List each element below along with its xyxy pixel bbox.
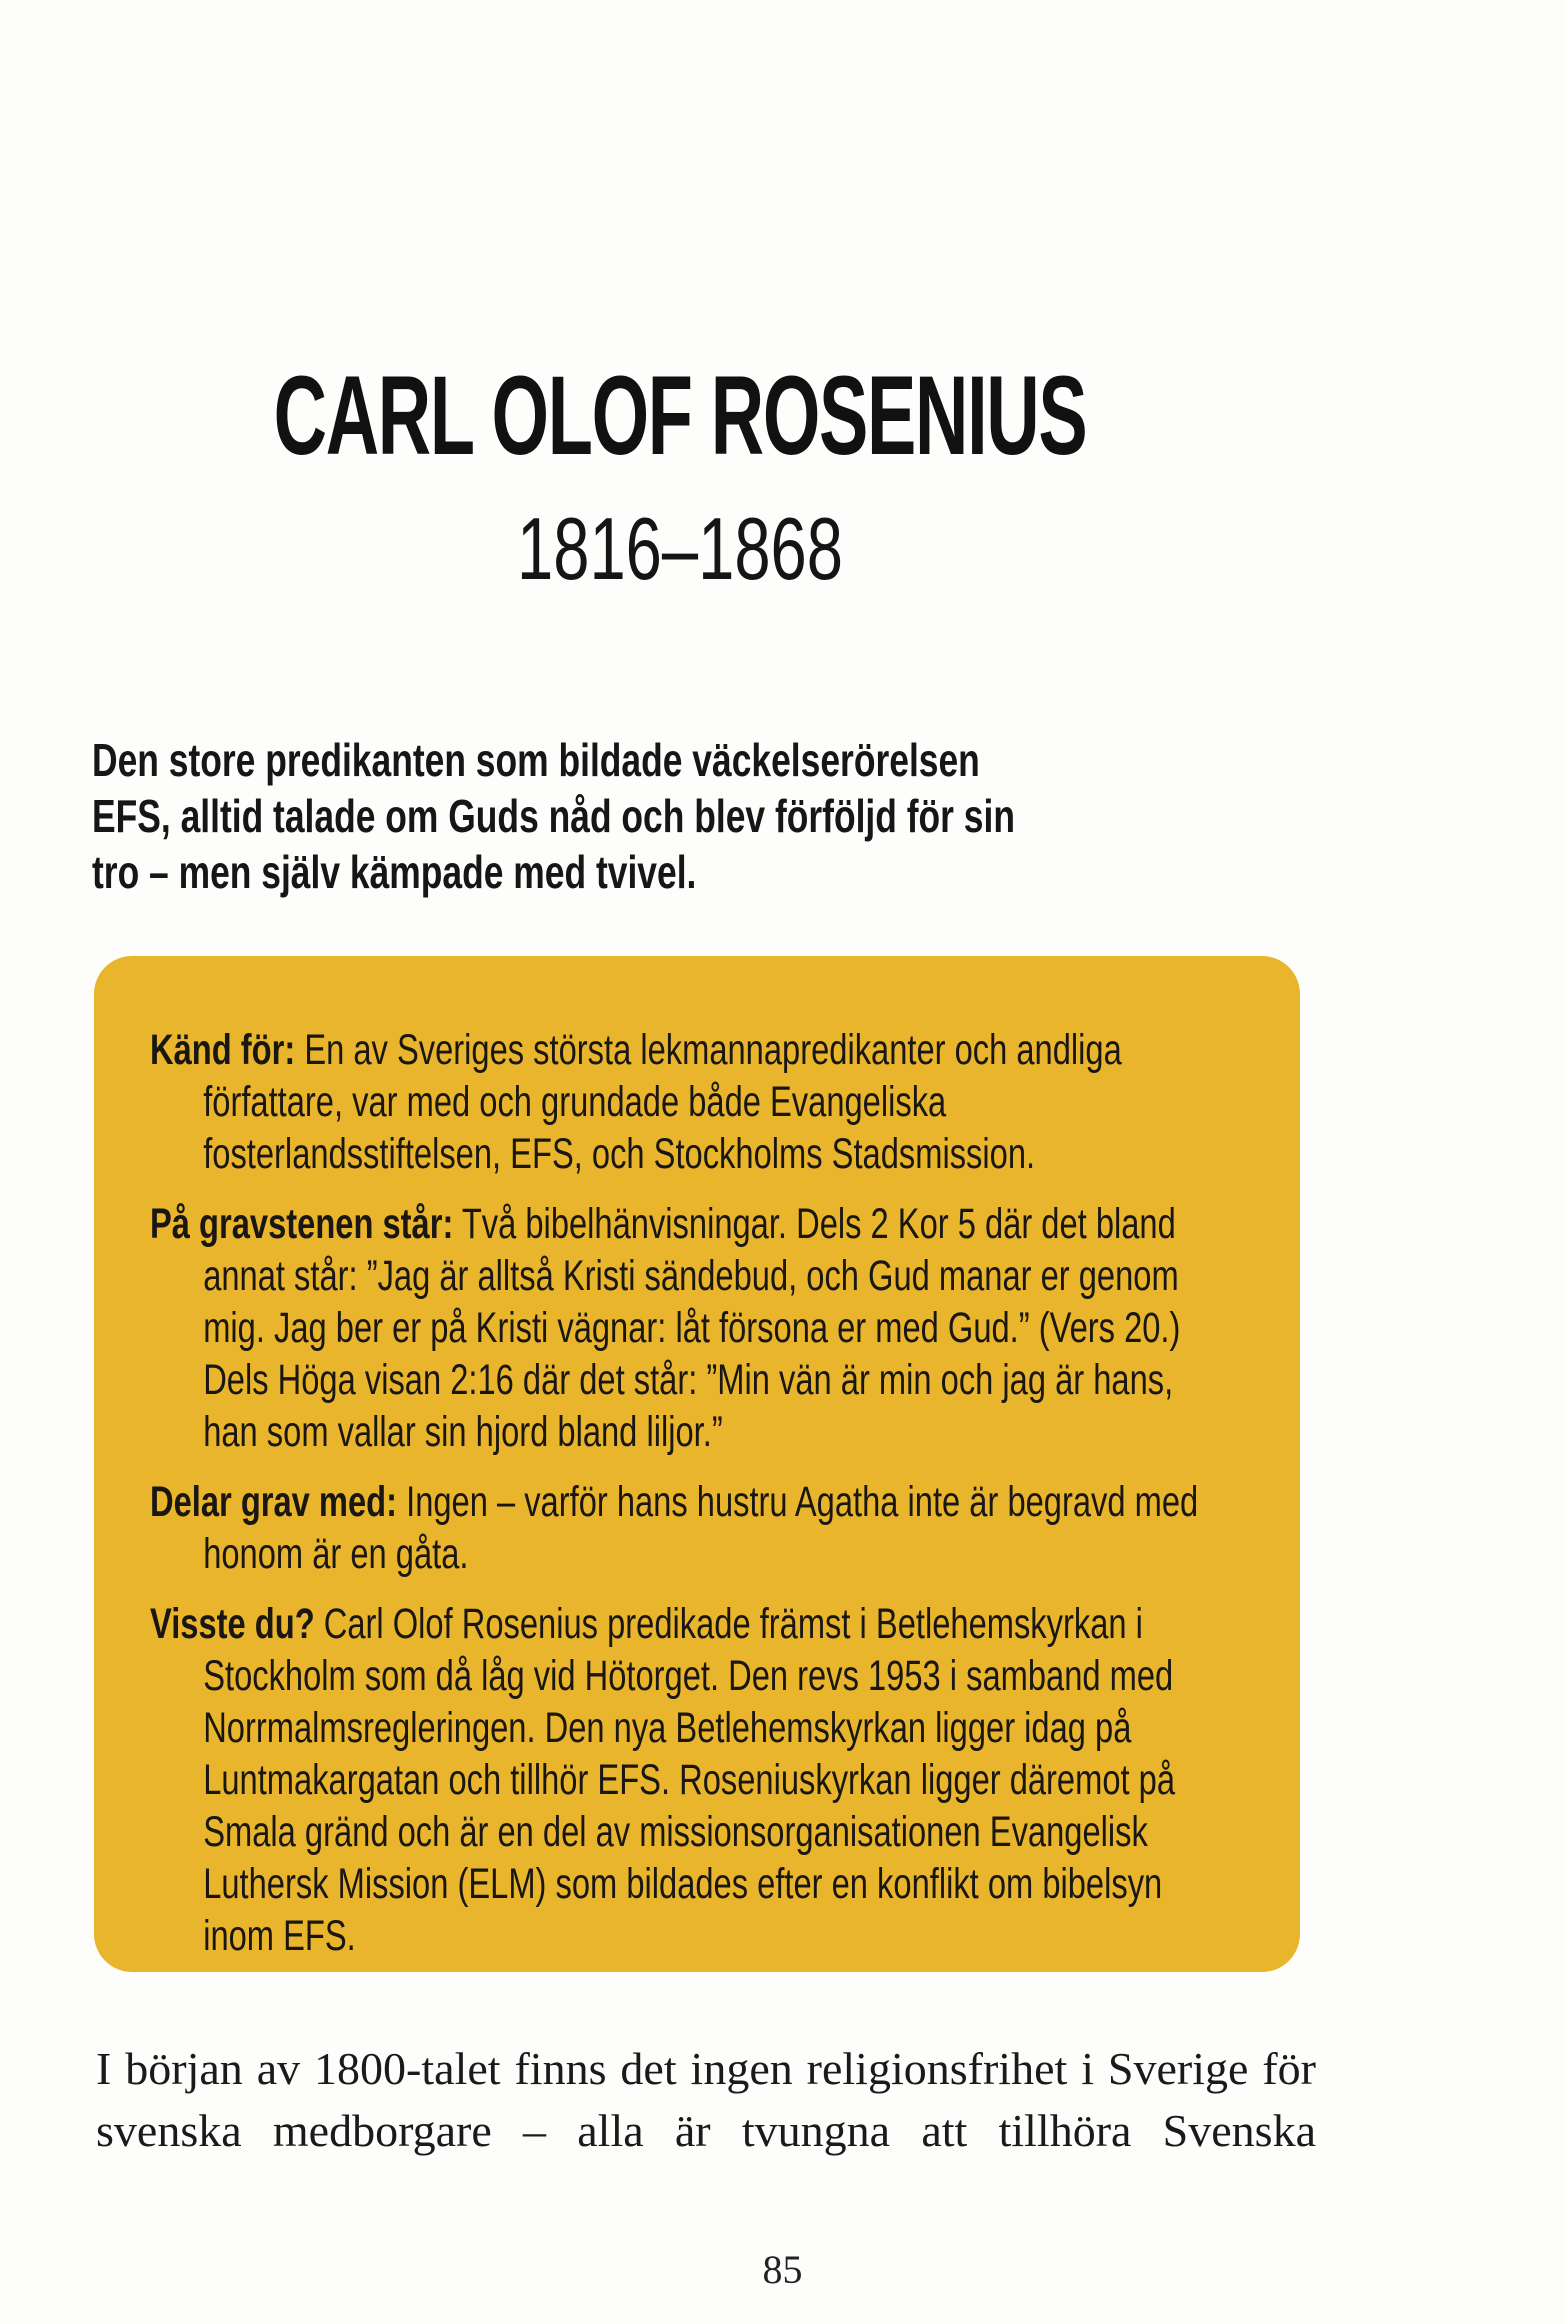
life-years: 1816–1868 <box>517 499 843 598</box>
fact-label: Visste du? <box>150 1600 315 1648</box>
fact-text: Carl Olof Rosenius predikade främst i Betlehemskyrkan i Stockholm som då låg vid Hötorget. Den revs 1953 i samband med Norrmalmsregleringen. Den nya Betlehemskyrkan ligger idag på Luntmakargatan och tillhör EFS. Roseniuskyrkan ligger däremot på Smala gränd och är en del av missionsorganisationen Evangelisk Luthersk Mission (ELM) som bildades efter en konflikt om bibelsyn inom EFS. <box>203 1600 1176 1960</box>
fact-text: En av Sveriges största lekmannapredikanter och andliga författare, var med och grundade både Evangeliska fosterlandsstiftelsen, EFS, och Stockholms Stadsmission. <box>203 1026 1122 1178</box>
lead-paragraph: Den store predikanten som bildade väckelserörelsen EFS, alltid talade om Guds nåd och blev förföljd för sin tro – men själv kämpade med tvivel. <box>92 734 1015 898</box>
fact-text: Två bibelhänvisningar. Dels 2 Kor 5 där det bland annat står: ”Jag är alltså Kristi sändebud, och Gud manar er genom mig. Jag ber er på Kristi vägnar: låt försona er med Gud.” (Vers 20.) Dels Höga visan 2:16 där det står: ”Min vän är min och jag är hans, han som vallar sin hjord bland liljor.” <box>203 1200 1181 1456</box>
fact-item-known-for <box>150 1024 1203 1180</box>
fact-label: Känd för: <box>150 1026 296 1074</box>
fact-item-did-you-know <box>150 1598 1203 1962</box>
fact-label: På gravstenen står: <box>150 1200 454 1248</box>
body-paragraph: I början av 1800-talet finns det ingen religionsfrihet i Sverige för svenska medborgare – alla är tvungna att tillhöra Svenska <box>96 2043 1316 2156</box>
fact-item-shares-grave <box>150 1476 1203 1580</box>
page-title: CARL OLOF ROSENIUS <box>273 353 1087 478</box>
fact-label: Delar grav med: <box>150 1478 398 1526</box>
fact-text: Ingen – varför hans hustru Agatha inte är begravd med honom är en gåta. <box>203 1478 1199 1578</box>
fact-item-gravestone <box>150 1198 1203 1458</box>
fact-list <box>150 1024 1203 1980</box>
page-number: 85 <box>762 2247 803 2292</box>
